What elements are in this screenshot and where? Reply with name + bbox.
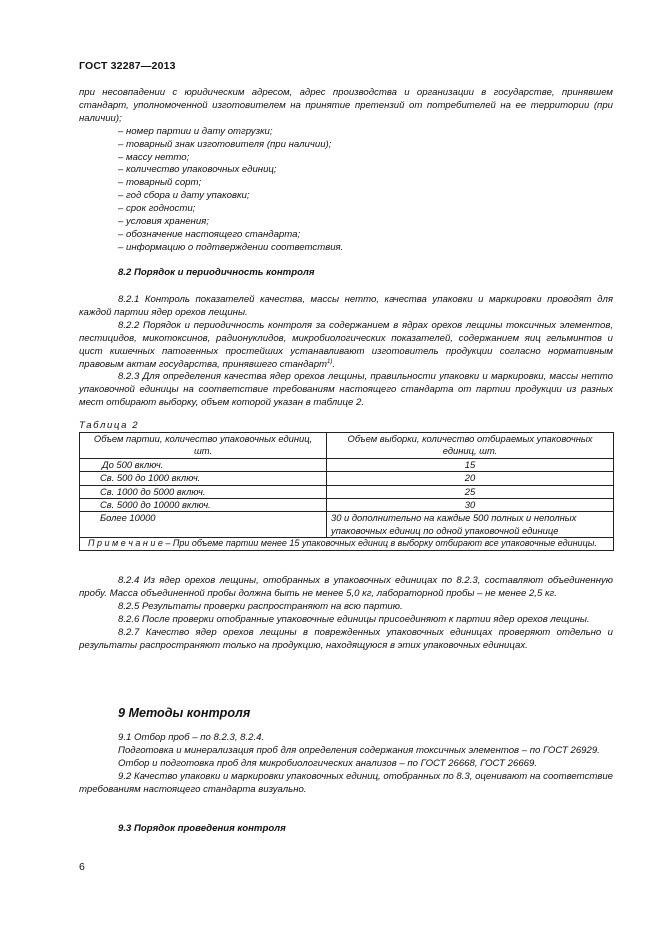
paragraph-8-2-3: 8.2.3 Для определения качества ядер орехов лещины, правильности упаковки и маркировки, массы нетто упаковочной единицы на соответствие требованиям настоящего стандарта от партии продукции из разных мест отбирают выборку, объем которой указан в таблице 2. xyxy=(79,371,613,409)
table-row xyxy=(80,499,614,512)
list-item: – товарный сорт; xyxy=(118,177,202,189)
lot-cell: Более 10000 xyxy=(80,512,327,538)
intro-paragraph: при несовпадении с юридическим адресом, адрес производства и организации в государстве, принявшем стандарт, уполномоченной изготовителем на принятие претензий от потребителей на ее территории (при наличии); xyxy=(79,87,613,124)
list-item: – номер партии и дату отгрузки; xyxy=(118,125,273,137)
lot-cell: Св. 5000 до 10000 включ. xyxy=(80,499,327,512)
paragraph-8-2-1: 8.2.1 Контроль показателей качества, массы нетто, качества упаковки и маркировки проводят для каждой партии ядер орехов лещины. xyxy=(79,294,613,318)
paragraph-8-2-6: 8.2.6 После проверки отобранные упаковочные единицы присоединяют к партии ядер орехов лещины. xyxy=(118,613,590,625)
table-note-row xyxy=(80,538,614,551)
list-item: – срок годности; xyxy=(118,203,196,215)
section-9-body xyxy=(79,732,613,797)
section-8-2-heading: 8.2 Порядок и периодичность контроля xyxy=(118,267,315,278)
footnote-ref: 1) xyxy=(327,358,333,365)
page-number: 6 xyxy=(79,861,85,873)
lot-cell: Св. 500 до 1000 включ. xyxy=(80,472,327,485)
table-row xyxy=(80,458,614,471)
paragraph-8-2-7: 8.2.7 Качество ядер орехов лещины в поврежденных упаковочных единицах проверяют отдельно и результаты распространяют только на продукцию, находящуюся в этих упаковочных единицах. xyxy=(79,626,613,651)
table-row xyxy=(80,472,614,485)
table-row xyxy=(80,512,614,538)
sample-cell: 20 xyxy=(327,472,614,485)
sample-cell: 25 xyxy=(327,485,614,498)
document-header: ГОСТ 32287—2013 xyxy=(79,60,176,72)
section-8-2-body xyxy=(79,294,613,410)
list-item: – товарный знак изготовителя (при наличии); xyxy=(118,138,332,150)
intro-block xyxy=(79,87,613,255)
list-item: – год сбора и дату упаковки; xyxy=(118,190,250,202)
list-item: – массу нетто; xyxy=(118,151,190,163)
column-header-sample: Объем выборки, количество отбираемых упаковочных единиц, шт. xyxy=(327,433,614,459)
table-2 xyxy=(79,432,614,551)
section-9-3-heading: 9.3 Порядок проведения контроля xyxy=(118,823,286,834)
after-table-body xyxy=(79,575,613,652)
paragraph-8-2-2 xyxy=(79,320,613,372)
lot-cell: До 500 включ. xyxy=(80,458,327,471)
paragraph-9-2: 9.2 Качество упаковки и маркировки упаковочных единиц, отобранных по 8.3, оценивают на соответствие требованиям настоящего стандарта визуально. xyxy=(79,770,613,795)
paragraph-9-1-micro: Отбор и подготовка проб для микробиологических анализов – по ГОСТ 26668, ГОСТ 26669. xyxy=(118,757,538,769)
paragraph-8-2-5: 8.2.5 Результаты проверки распространяют на всю партию. xyxy=(118,600,403,612)
table-row xyxy=(80,485,614,498)
table-header-row xyxy=(80,433,614,459)
paragraph-8-2-4: 8.2.4 Из ядер орехов лещины, отобранных в упаковочных единицах по 8.2.3, составляют объединенную пробу. Масса объединенной пробы должна быть не менее 5,0 кг, лабораторной пробы – не менее 2,5 кг. xyxy=(79,575,613,599)
list-item: – количество упаковочных единиц; xyxy=(118,164,277,176)
list-item: – информацию о подтверждении соответствия. xyxy=(118,241,344,253)
table-note: П р и м е ч а н и е – При объеме партии менее 15 упаковочных единиц в выборку отбирают все упаковочные единицы. xyxy=(80,538,614,551)
paragraph-8-2-2-end: . xyxy=(332,358,336,370)
lot-cell: Св. 1000 до 5000 включ. xyxy=(80,485,327,498)
sample-cell: 15 xyxy=(327,458,614,471)
sample-cell: 30 xyxy=(327,499,614,512)
section-9-heading: 9 Методы контроля xyxy=(118,706,251,720)
sample-cell: 30 и дополнительно на каждые 500 полных и неполных упаковочных единиц по одной упаковочной единице xyxy=(327,512,614,538)
list-item: – условия хранения; xyxy=(118,216,209,228)
paragraph-9-1-prep: Подготовка и минерализация проб для определения содержания токсичных элементов – по ГОСТ 26929. xyxy=(118,744,600,756)
paragraph-9-1: 9.1 Отбор проб – по 8.2.3, 8.2.4. xyxy=(118,732,265,743)
table-caption: Таблица 2 xyxy=(79,420,140,431)
paragraph-8-2-2-text: 8.2.2 Порядок и периодичность контроля за содержанием в ядрах орехов лещины токсичных элементов, пестицидов, микотоксинов, радионуклидов, микробиологических показателей, содержанием яиц гельминтов и цист кишечных патогенных простейших устанавливают изготовитель продукции согласно нормативным правовым актам государства, принявшего стандарт xyxy=(79,319,613,370)
column-header-lot: Объем партии, количество упаковочных единиц, шт. xyxy=(80,433,327,459)
list-item: – обозначение настоящего стандарта; xyxy=(118,228,301,240)
